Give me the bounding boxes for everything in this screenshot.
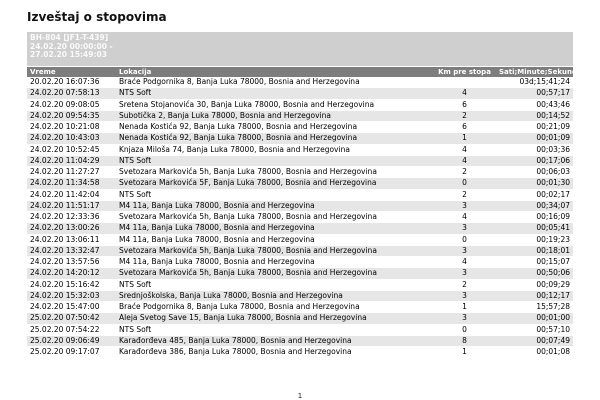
cell-location: Svetozara Markovića 5F, Banja Luka 78000, Bosnia and Herzegovina: [116, 178, 433, 189]
cell-km: 0: [433, 178, 496, 189]
page-number: 1: [297, 392, 303, 400]
cell-km: 4: [433, 257, 496, 268]
cell-location: M4 11a, Banja Luka 78000, Bosnia and Herzegovina: [116, 234, 433, 245]
table-row: [27, 279, 573, 290]
cell-duration: 00;57;17: [496, 88, 573, 99]
cell-km: 2: [433, 279, 496, 290]
cell-duration: 00;01;30: [496, 178, 573, 189]
table-row: [27, 167, 573, 178]
cell-km: 4: [433, 155, 496, 166]
vehicle-id: BH-804 [JF1-T-439]: [30, 33, 109, 42]
table-row: [27, 313, 573, 324]
cell-location: M4 11a, Banja Luka 78000, Bosnia and Herzegovina: [116, 223, 433, 234]
cell-km: 3: [433, 313, 496, 324]
table-row: [27, 245, 573, 256]
column-header-time: Vreme: [27, 67, 116, 77]
cell-duration: 00;50;06: [496, 268, 573, 279]
cell-duration: 03d;15;41;24: [496, 77, 573, 88]
cell-duration: 00;14;52: [496, 110, 573, 121]
column-header-duration: Sati;Minute;Sekunde: [496, 67, 573, 77]
table-row: [27, 212, 573, 223]
cell-km: 3: [433, 245, 496, 256]
cell-duration: 00;12;17: [496, 290, 573, 301]
cell-km: 3: [433, 223, 496, 234]
cell-location: Svetozara Markovića 5h, Banja Luka 78000, Bosnia and Herzegovina: [116, 245, 433, 256]
cell-location: Svetozara Markovića 5h, Banja Luka 78000, Bosnia and Herzegovina: [116, 212, 433, 223]
cell-km: 3: [433, 200, 496, 211]
cell-time: 24.02.20 10:21:08: [27, 122, 116, 133]
cell-km: 1: [433, 302, 496, 313]
cell-time: 25.02.20 09:06:49: [27, 335, 116, 346]
cell-duration: 00;09;29: [496, 279, 573, 290]
table-row: [27, 347, 573, 358]
column-header-km: Km pre stopa: [433, 67, 496, 77]
cell-time: 24.02.20 11:51:17: [27, 200, 116, 211]
cell-km: 3: [433, 268, 496, 279]
cell-km: 2: [433, 167, 496, 178]
cell-duration: 00;43;46: [496, 99, 573, 110]
cell-km: 2: [433, 189, 496, 200]
cell-time: 24.02.20 13:06:11: [27, 234, 116, 245]
cell-time: 24.02.20 11:27:27: [27, 167, 116, 178]
cell-time: 24.02.20 12:33:36: [27, 212, 116, 223]
stops-table: [27, 67, 582, 358]
table-row: [27, 144, 573, 155]
period-from: 24.02.20 00:00:00 -: [30, 41, 113, 51]
cell-location: Aleja Svetog Save 15, Banja Luka 78000, Bosnia and Herzegovina: [116, 313, 433, 324]
cell-location: Braće Podgornika 8, Banja Luka 78000, Bosnia and Herzegovina: [116, 77, 433, 88]
cell-location: Svetozara Markovića 5h, Banja Luka 78000, Bosnia and Herzegovina: [116, 268, 433, 279]
cell-km: 4: [433, 88, 496, 99]
cell-time: 25.02.20 07:50:42: [27, 313, 116, 324]
cell-duration: 00;01;08: [496, 347, 573, 358]
cell-duration: 00;18;01: [496, 245, 573, 256]
table-row: [27, 99, 573, 110]
cell-km: [433, 77, 496, 88]
cell-location: Srednjoškolska, Banja Luka 78000, Bosnia and Herzegovina: [116, 290, 433, 301]
cell-time: 20.02.20 16:07:36: [27, 77, 116, 88]
cell-time: 25.02.20 07:54:22: [27, 324, 116, 335]
cell-duration: 00;21;09: [496, 122, 573, 133]
cell-time: 24.02.20 15:47:00: [27, 302, 116, 313]
cell-time: 24.02.20 09:08:05: [27, 99, 116, 110]
cell-time: 24.02.20 10:43:03: [27, 133, 116, 144]
table-row: [27, 110, 573, 121]
column-header-location: Lokacija: [116, 67, 433, 77]
report-title: Izveštaj o stopovima: [27, 10, 167, 24]
cell-km: 4: [433, 212, 496, 223]
table-row: [27, 324, 573, 335]
cell-location: NTS Soft: [116, 324, 433, 335]
cell-time: 24.02.20 11:42:04: [27, 189, 116, 200]
cell-time: 24.02.20 15:16:42: [27, 279, 116, 290]
cell-time: 24.02.20 14:20:12: [27, 268, 116, 279]
cell-time: 25.02.20 09:17:07: [27, 347, 116, 358]
cell-location: Karađorđeva 386, Banja Luka 78000, Bosnia and Herzegovina: [116, 347, 433, 358]
cell-location: NTS Soft: [116, 189, 433, 200]
table-row: [27, 122, 573, 133]
cell-duration: 00;17;06: [496, 155, 573, 166]
cell-time: 24.02.20 13:00:26: [27, 223, 116, 234]
cell-duration: 00;07;49: [496, 335, 573, 346]
cell-location: Subotička 2, Banja Luka 78000, Bosnia and Herzegovina: [116, 110, 433, 121]
cell-time: 24.02.20 11:34:58: [27, 178, 116, 189]
cell-duration: 00;03;36: [496, 144, 573, 155]
table-row: [27, 335, 573, 346]
cell-location: Nenada Kostića 92, Banja Luka 78000, Bosnia and Herzegovina: [116, 122, 433, 133]
table-row: [27, 268, 573, 279]
cell-km: 4: [433, 144, 496, 155]
table-row: [27, 234, 573, 245]
cell-duration: 00;02;17: [496, 189, 573, 200]
cell-time: 24.02.20 09:54:35: [27, 110, 116, 121]
table-row: [27, 200, 573, 211]
table-header-row: [27, 67, 573, 77]
cell-time: 24.02.20 15:32:03: [27, 290, 116, 301]
cell-location: Karađorđeva 485, Banja Luka 78000, Bosnia and Herzegovina: [116, 335, 433, 346]
table-row: [27, 257, 573, 268]
cell-duration: 00;15;07: [496, 257, 573, 268]
report-info-panel: [27, 32, 573, 66]
cell-location: NTS Soft: [116, 155, 433, 166]
cell-duration: 00;16;09: [496, 212, 573, 223]
cell-location: M4 11a, Banja Luka 78000, Bosnia and Herzegovina: [116, 200, 433, 211]
table-row: [27, 178, 573, 189]
cell-duration: 00;34;07: [496, 200, 573, 211]
table-row: [27, 290, 573, 301]
cell-location: Knjaza Miloša 74, Banja Luka 78000, Bosnia and Herzegovina: [116, 144, 433, 155]
table-row: [27, 302, 573, 313]
cell-km: 2: [433, 110, 496, 121]
cell-location: Sretena Stojanovića 30, Banja Luka 78000, Bosnia and Herzegovina: [116, 99, 433, 110]
cell-duration: 00;01;09: [496, 133, 573, 144]
table-row: [27, 133, 573, 144]
table-row: [27, 223, 573, 234]
cell-km: 1: [433, 133, 496, 144]
cell-duration: 00;57;10: [496, 324, 573, 335]
table-row: [27, 77, 573, 88]
cell-km: 6: [433, 122, 496, 133]
cell-time: 24.02.20 13:32:47: [27, 245, 116, 256]
cell-km: 0: [433, 234, 496, 245]
cell-km: 1: [433, 347, 496, 358]
period-to: 27.02.20 15:49:03: [30, 50, 107, 59]
cell-duration: 00;01;00: [496, 313, 573, 324]
cell-duration: 00;19;23: [496, 234, 573, 245]
cell-time: 24.02.20 13:57:56: [27, 257, 116, 268]
cell-location: Svetozara Markovića 5h, Banja Luka 78000, Bosnia and Herzegovina: [116, 167, 433, 178]
cell-location: Braće Podgornika 8, Banja Luka 78000, Bosnia and Herzegovina: [116, 302, 433, 313]
cell-location: M4 11a, Banja Luka 78000, Bosnia and Herzegovina: [116, 257, 433, 268]
cell-km: 3: [433, 290, 496, 301]
cell-location: NTS Soft: [116, 279, 433, 290]
cell-time: 24.02.20 11:04:29: [27, 155, 116, 166]
cell-duration: 00;05;41: [496, 223, 573, 234]
cell-time: 24.02.20 10:52:45: [27, 144, 116, 155]
cell-location: Nenada Kostića 92, Banja Luka 78000, Bosnia and Herzegovina: [116, 133, 433, 144]
table-row: [27, 155, 573, 166]
cell-km: 0: [433, 324, 496, 335]
table-row: [27, 189, 573, 200]
cell-km: 8: [433, 335, 496, 346]
cell-duration: 15;57;28: [496, 302, 573, 313]
cell-time: 24.02.20 07:58:13: [27, 88, 116, 99]
cell-location: NTS Soft: [116, 88, 433, 99]
table-row: [27, 88, 573, 99]
cell-duration: 00;06;03: [496, 167, 573, 178]
cell-km: 6: [433, 99, 496, 110]
